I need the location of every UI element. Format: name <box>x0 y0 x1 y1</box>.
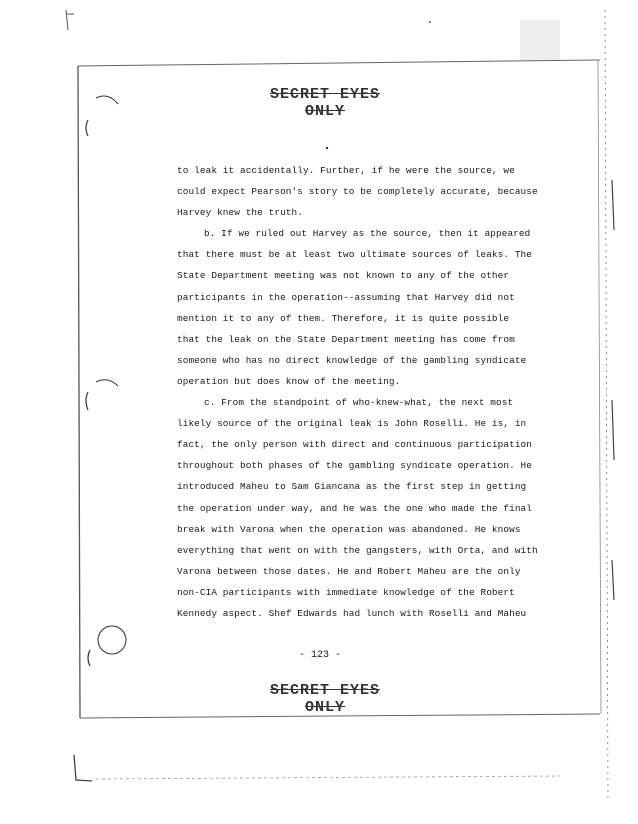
body-line: to leak it accidentally. Further, if he were the source, we <box>177 165 515 176</box>
body-line: likely source of the original leak is John Roselli. He is, in <box>177 418 527 430</box>
body-line: throughout both phases of the gambling syndicate operation. He <box>177 460 533 472</box>
body-line: break with Varona when the operation was abandoned. He knows <box>177 523 521 535</box>
body-line: Harvey knew the truth. <box>177 207 303 219</box>
classification-bottom: SECRET EYES ONLY <box>269 682 381 716</box>
body-line: non-CIA participants with immediate knowledge of the Robert <box>177 586 515 598</box>
body-line: could expect Pearson's story to be completely accurate, because <box>177 186 538 198</box>
body-line: Varona between those dates. He and Robert Maheu are the only <box>177 565 521 577</box>
classification-top: SECRET EYES ONLY <box>269 86 381 120</box>
body-line: Kennedy aspect. Shef Edwards had lunch with Roselli and Maheu <box>177 607 527 619</box>
body-line: participants in the operation--assuming that Harvey did not <box>177 291 515 303</box>
body-line: operation but does know of the meeting. <box>177 375 401 387</box>
page-number: - 123 - <box>298 650 341 661</box>
body-line: State Department meeting was not known to any of the other <box>177 270 510 282</box>
body-line: someone who has no direct knowledge of the gambling syndicate <box>177 354 527 366</box>
body-line: b. If we ruled out Harvey as the source, then it appeared <box>204 228 531 240</box>
body-line: mention it to any of them. Therefore, it is quite possible <box>177 312 510 324</box>
body-line: everything that went on with the gangsters, with Orta, and with <box>177 544 538 556</box>
body-line: introduced Maheu to Sam Giancana as the first step in getting <box>177 481 527 493</box>
body-line: fact, the only person with direct and continuous participation <box>177 439 533 451</box>
body-line: that there must be at least two ultimate sources of leaks. The <box>177 249 533 261</box>
body-line: the operation under way, and he was the one who made the final <box>177 502 533 514</box>
body-text <box>177 160 538 624</box>
body-line: c. From the standpoint of who-knew-what, the next most <box>204 397 514 409</box>
body-line: that the leak on the State Department meeting has come from <box>177 333 515 345</box>
